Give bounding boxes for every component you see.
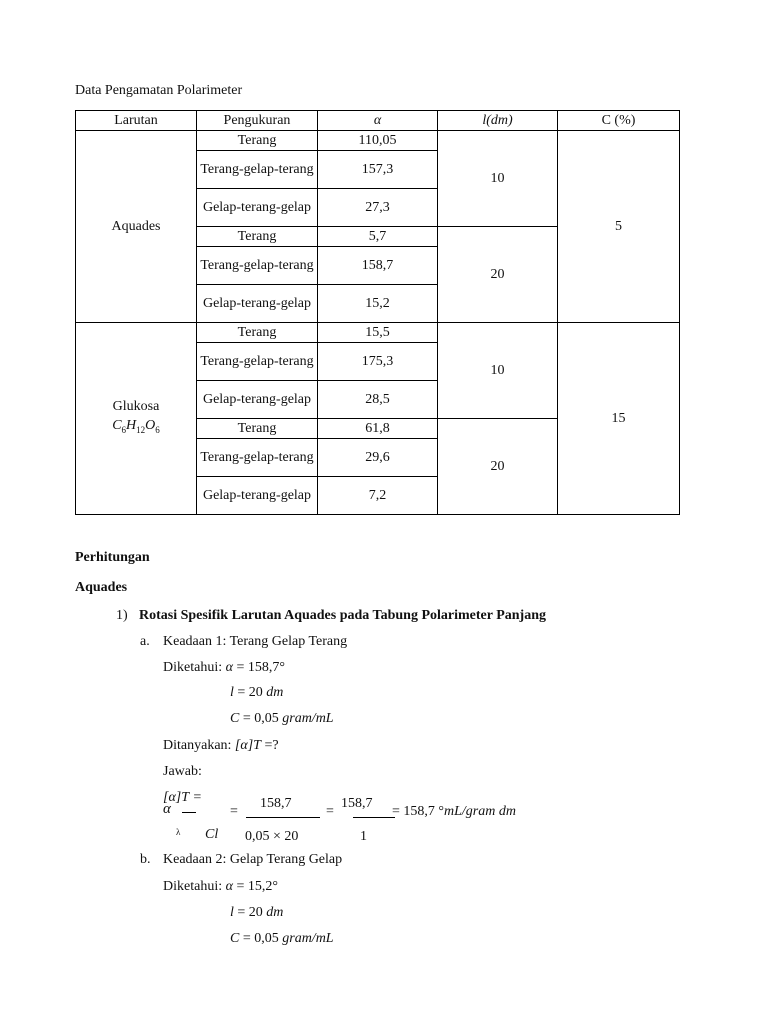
cell-measurement: Terang-gelap-terang bbox=[197, 247, 318, 285]
jawab-label: Jawab: bbox=[163, 764, 202, 779]
cell-alpha: 158,7 bbox=[318, 247, 438, 285]
c-symbol: C bbox=[230, 711, 240, 726]
ditanyakan-tail: =? bbox=[264, 738, 279, 753]
cell-alpha: 15,5 bbox=[318, 323, 438, 343]
larutan-name: Glukosa bbox=[112, 399, 160, 415]
eq-cl: Cl bbox=[205, 827, 219, 842]
fraction1-denominator: 0,05 × 20 bbox=[245, 829, 299, 844]
c-value: = 0,05 bbox=[242, 711, 279, 726]
result-value: = 158,7 ° bbox=[392, 804, 444, 819]
alpha-value-b: = 15,2° bbox=[236, 879, 278, 894]
cell-measurement: Gelap-terang-gelap bbox=[197, 189, 318, 227]
header-pengukuran: Pengukuran bbox=[197, 111, 318, 131]
table-title: Data Pengamatan Polarimeter bbox=[75, 83, 243, 98]
subsection-heading: Aquades bbox=[75, 580, 128, 595]
larutan-name: Aquades bbox=[111, 219, 161, 234]
section-heading: Perhitungan bbox=[75, 550, 150, 565]
observation-table bbox=[75, 110, 680, 515]
l-value-b: = 20 bbox=[237, 905, 263, 920]
cell-length: 20 bbox=[438, 227, 558, 323]
ditanyakan-a bbox=[163, 738, 279, 754]
cell-measurement: Terang bbox=[197, 323, 318, 343]
cell-alpha: 61,8 bbox=[318, 419, 438, 439]
subitem-label-a: a. bbox=[140, 634, 150, 649]
fraction-bar-1 bbox=[246, 817, 320, 818]
cell-measurement: Gelap-terang-gelap bbox=[197, 381, 318, 419]
conc-given-a bbox=[230, 711, 334, 727]
table-row bbox=[76, 323, 680, 343]
cell-alpha: 175,3 bbox=[318, 343, 438, 381]
item-title: Rotasi Spesifik Larutan Aquades pada Tabung Polarimeter Panjang bbox=[139, 608, 546, 623]
dm-unit: dm bbox=[266, 685, 284, 700]
cell-measurement: Terang bbox=[197, 419, 318, 439]
diketahui-b bbox=[163, 879, 278, 895]
header-larutan: Larutan bbox=[76, 111, 197, 131]
fraction2-denominator: 1 bbox=[360, 829, 367, 844]
fraction2-numerator: 158,7 bbox=[341, 796, 373, 811]
cell-alpha: 29,6 bbox=[318, 439, 438, 477]
cell-measurement: Terang bbox=[197, 131, 318, 151]
cell-alpha: 7,2 bbox=[318, 477, 438, 515]
gram-ml-unit: gram/mL bbox=[282, 711, 334, 726]
cell-measurement: Terang-gelap-terang bbox=[197, 151, 318, 189]
diketahui-a bbox=[163, 660, 285, 676]
cell-alpha: 28,5 bbox=[318, 381, 438, 419]
cell-alpha: 15,2 bbox=[318, 285, 438, 323]
length-given-a bbox=[230, 685, 283, 701]
conc-given-b bbox=[230, 931, 334, 947]
header-length: l(dm) bbox=[438, 111, 558, 131]
cell-concentration: 5 bbox=[558, 131, 680, 323]
eq-sign-1: = bbox=[230, 804, 238, 819]
specific-rotation-symbol: [α]T bbox=[234, 738, 261, 753]
fraction-bar-0 bbox=[182, 812, 196, 813]
gram-ml-unit-b: gram/mL bbox=[282, 931, 334, 946]
dm-unit-b: dm bbox=[266, 905, 284, 920]
cell-alpha: 5,7 bbox=[318, 227, 438, 247]
item-number: 1) bbox=[116, 608, 128, 623]
eq-alpha-top: α bbox=[163, 801, 171, 817]
l-value: = 20 bbox=[237, 685, 263, 700]
eq-result bbox=[392, 804, 516, 820]
diketahui-label: Diketahui: bbox=[163, 660, 223, 675]
ditanyakan-label: Ditanyakan: bbox=[163, 738, 232, 753]
cell-larutan bbox=[76, 323, 197, 515]
cell-length: 10 bbox=[438, 323, 558, 419]
alpha-symbol: α bbox=[225, 660, 233, 675]
cell-measurement: Terang-gelap-terang bbox=[197, 439, 318, 477]
alpha-symbol-b: α bbox=[225, 879, 233, 894]
subitem-title-a: Keadaan 1: Terang Gelap Terang bbox=[163, 634, 348, 649]
c-symbol-b: C bbox=[230, 931, 240, 946]
cell-length: 20 bbox=[438, 419, 558, 515]
eq-lambda: λ bbox=[176, 827, 181, 837]
cell-concentration: 15 bbox=[558, 323, 680, 515]
l-symbol: l bbox=[230, 685, 234, 700]
cell-measurement: Gelap-terang-gelap bbox=[197, 477, 318, 515]
length-given-b bbox=[230, 905, 283, 921]
c-value-b: = 0,05 bbox=[242, 931, 279, 946]
eq-lhs: [α]T = bbox=[163, 790, 202, 805]
cell-alpha: 110,05 bbox=[318, 131, 438, 151]
table-body bbox=[76, 131, 680, 515]
larutan-formula: $C_6H_{12}O_6$ bbox=[112, 418, 160, 435]
result-unit: mL/gram dm bbox=[444, 804, 516, 819]
cell-measurement: Terang-gelap-terang bbox=[197, 343, 318, 381]
cell-measurement: Gelap-terang-gelap bbox=[197, 285, 318, 323]
fraction1-numerator: 158,7 bbox=[260, 796, 292, 811]
cell-alpha: 27,3 bbox=[318, 189, 438, 227]
cell-measurement: Terang bbox=[197, 227, 318, 247]
cell-larutan bbox=[76, 131, 197, 323]
cell-length: 10 bbox=[438, 131, 558, 227]
header-concentration: C (%) bbox=[558, 111, 680, 131]
diketahui-label-b: Diketahui: bbox=[163, 879, 223, 894]
l-symbol-b: l bbox=[230, 905, 234, 920]
table-row bbox=[76, 131, 680, 151]
cell-alpha: 157,3 bbox=[318, 151, 438, 189]
fraction-bar-2 bbox=[353, 817, 395, 818]
table-header-row bbox=[76, 111, 680, 131]
subitem-label-b: b. bbox=[140, 852, 151, 867]
eq-sign-2: = bbox=[326, 804, 334, 819]
header-alpha: α bbox=[318, 111, 438, 131]
alpha-value: = 158,7° bbox=[236, 660, 285, 675]
subitem-title-b: Keadaan 2: Gelap Terang Gelap bbox=[163, 852, 343, 867]
